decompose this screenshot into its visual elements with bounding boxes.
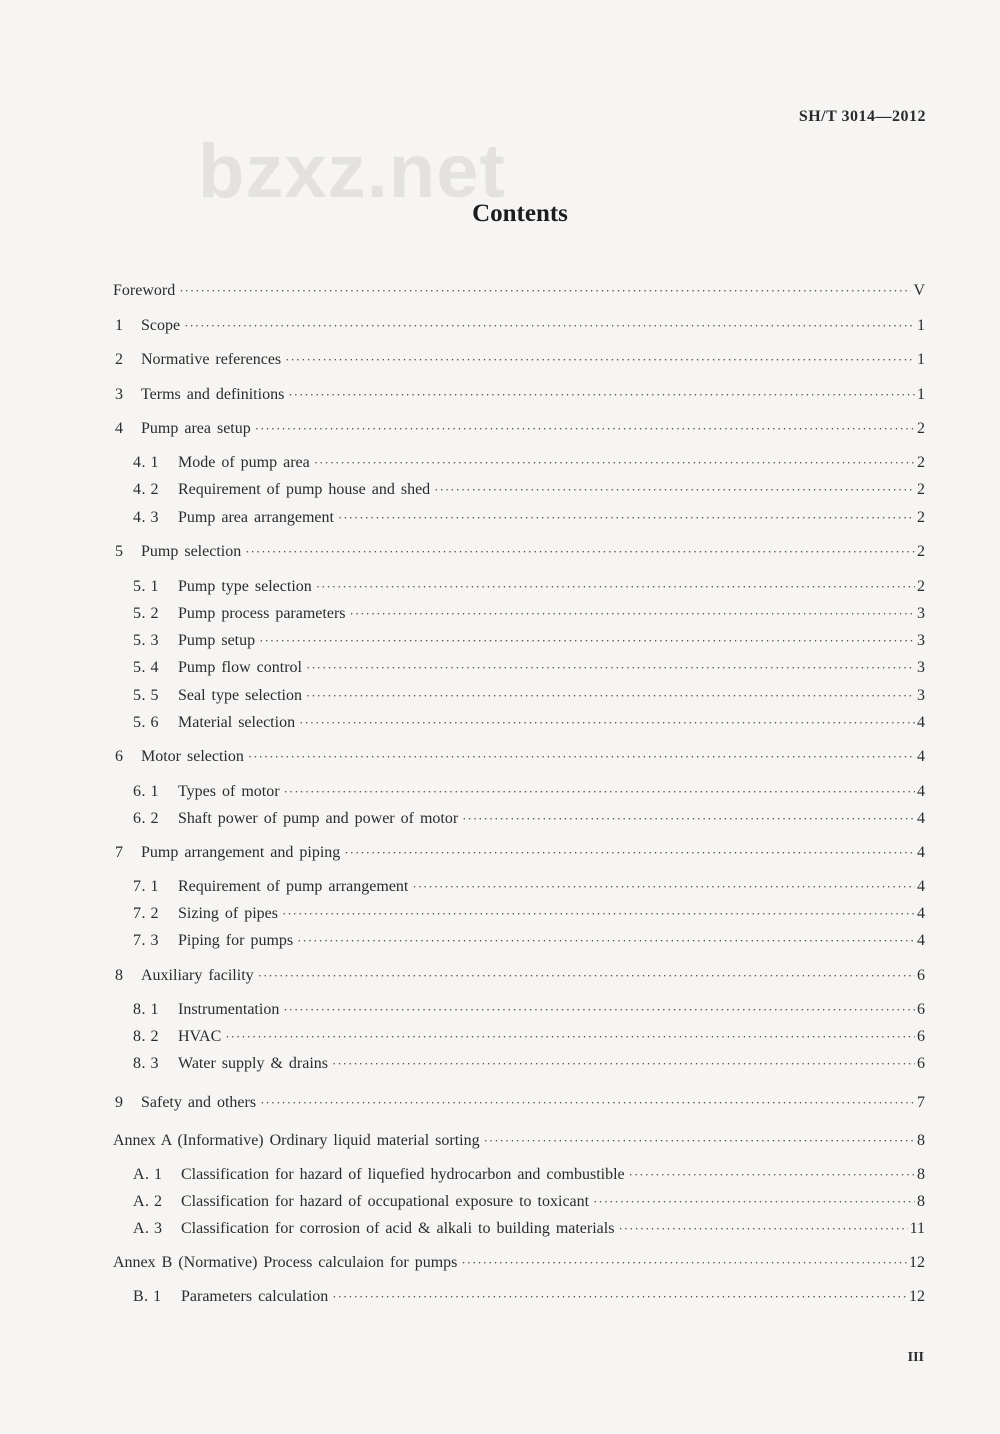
toc-entry[interactable] — [133, 999, 925, 1021]
dot-leader — [618, 1218, 907, 1240]
toc-entry-page: 8 — [917, 1193, 925, 1210]
toc-entry[interactable] — [115, 965, 925, 987]
toc-entry[interactable] — [113, 280, 925, 302]
toc-entry[interactable] — [133, 603, 925, 625]
dot-leader — [314, 452, 915, 474]
toc-entry-page: 3 — [917, 659, 925, 676]
toc-entry[interactable] — [133, 808, 925, 830]
toc-entry-number: 7. 2 — [133, 905, 159, 922]
dot-leader — [338, 507, 915, 529]
toc-entry-page: 6 — [917, 967, 925, 984]
toc-entry[interactable] — [133, 1026, 925, 1048]
dot-leader — [462, 808, 915, 830]
toc-entry-page: 1 — [917, 386, 925, 403]
toc-entry[interactable] — [133, 930, 925, 952]
toc-entry-number: A. 2 — [133, 1193, 163, 1210]
toc-entry[interactable] — [113, 1252, 925, 1274]
dot-leader — [306, 657, 915, 679]
toc-entry-page: 12 — [909, 1288, 925, 1305]
toc-entry-number: 5. 6 — [133, 714, 159, 731]
toc-entry-number: 4. 3 — [133, 509, 159, 526]
toc-entry[interactable] — [133, 657, 925, 679]
toc-entry[interactable] — [133, 781, 925, 803]
toc-entry-label: Piping for pumps — [178, 932, 294, 949]
toc-entry-page: 6 — [917, 1028, 925, 1045]
toc-entry-page: 4 — [917, 783, 925, 800]
toc-entry-number: 4 — [115, 420, 124, 437]
toc-entry-number: 6 — [115, 748, 124, 765]
toc-entry-label: Classification for hazard of liquefied hydrocarbon and combustible — [181, 1166, 625, 1183]
toc-entry[interactable] — [115, 842, 925, 864]
dot-leader — [259, 630, 915, 652]
toc-entry[interactable] — [133, 1218, 925, 1240]
toc-entry-page: 2 — [917, 481, 925, 498]
toc-entry-page: 6 — [917, 1001, 925, 1018]
toc-entry-number: 5 — [115, 543, 124, 560]
toc-entry-page: 2 — [917, 454, 925, 471]
toc-entry-page: 12 — [909, 1254, 925, 1271]
toc-entry-number: B. 1 — [133, 1288, 162, 1305]
toc-entry-label: Annex A (Informative) Ordinary liquid material sorting — [113, 1132, 480, 1149]
toc-entry[interactable] — [133, 479, 925, 501]
toc-entry-page: 4 — [917, 714, 925, 731]
toc-entry[interactable] — [115, 384, 925, 406]
toc-entry-label: HVAC — [178, 1028, 222, 1045]
dot-leader — [316, 576, 915, 598]
toc-entry-number: 7. 3 — [133, 932, 159, 949]
toc-entry-page: V — [913, 282, 925, 299]
toc-entry-page: 4 — [917, 905, 925, 922]
toc-entry[interactable] — [133, 507, 925, 529]
toc-entry-number: 5. 1 — [133, 578, 159, 595]
toc-entry-page: 6 — [917, 1055, 925, 1072]
toc-entry-number: 4. 1 — [133, 454, 159, 471]
dot-leader — [299, 712, 915, 734]
dot-leader — [484, 1130, 915, 1152]
toc-entry-page: 8 — [917, 1132, 925, 1149]
toc-entry-label: Types of motor — [178, 783, 280, 800]
toc-entry[interactable] — [133, 576, 925, 598]
dot-leader — [184, 315, 915, 337]
toc-entry[interactable] — [115, 746, 925, 768]
dot-leader — [332, 1053, 915, 1075]
toc-entry-number: 2 — [115, 351, 124, 368]
toc-entry[interactable] — [115, 541, 925, 563]
toc-entry-label: Scope — [141, 317, 181, 334]
toc-entry-page: 4 — [917, 844, 925, 861]
dot-leader — [344, 842, 915, 864]
dot-leader — [285, 349, 915, 371]
toc-entry[interactable] — [133, 903, 925, 925]
toc-entry-page: 2 — [917, 543, 925, 560]
toc-entry-page: 11 — [909, 1220, 925, 1237]
toc-entry-label: Water supply & drains — [178, 1055, 329, 1072]
toc-entry-label: Requirement of pump house and shed — [178, 481, 431, 498]
toc-entry-number: 6. 1 — [133, 783, 159, 800]
toc-entry-number: 8. 1 — [133, 1001, 159, 1018]
watermark: bzxz.net — [198, 129, 506, 214]
toc-entry-page: 4 — [917, 932, 925, 949]
toc-entry-number: 1 — [115, 317, 124, 334]
toc-entry-label: Pump setup — [178, 632, 256, 649]
toc-entry-page: 2 — [917, 420, 925, 437]
toc-entry-number: 5. 2 — [133, 605, 159, 622]
toc-entry-label: Pump area setup — [141, 420, 251, 437]
toc-entry-label: Sizing of pipes — [178, 905, 278, 922]
toc-entry-number: 5. 4 — [133, 659, 159, 676]
toc-entry-label: Mode of pump area — [178, 454, 310, 471]
dot-leader — [350, 603, 915, 625]
toc-entry-label: Material selection — [178, 714, 296, 731]
toc-entry-page: 4 — [917, 748, 925, 765]
toc-entry-number: 6. 2 — [133, 810, 159, 827]
toc-entry-number: 8. 2 — [133, 1028, 159, 1045]
toc-entry[interactable] — [115, 349, 925, 371]
toc-entry[interactable] — [115, 418, 925, 440]
toc-entry-label: Pump flow control — [178, 659, 302, 676]
toc-entry[interactable] — [133, 712, 925, 734]
toc-entry-label: Pump process parameters — [178, 605, 346, 622]
dot-leader — [248, 746, 915, 768]
toc-entry-label: Instrumentation — [178, 1001, 280, 1018]
toc-entry[interactable] — [133, 1191, 925, 1213]
dot-leader — [412, 876, 915, 898]
dot-leader — [434, 479, 915, 501]
toc-entry-number: 4. 2 — [133, 481, 159, 498]
toc-entry-label: Parameters calculation — [181, 1288, 329, 1305]
page-title: Contents — [472, 200, 568, 227]
toc-entry-label: Safety and others — [141, 1094, 257, 1111]
toc-entry-label: Pump selection — [141, 543, 242, 560]
toc-entry-page: 4 — [917, 810, 925, 827]
toc-entry-label: Terms and definitions — [141, 386, 285, 403]
toc-entry[interactable] — [113, 1130, 925, 1152]
toc-entry-label: Pump arrangement and piping — [141, 844, 341, 861]
document-code: SH/T 3014—2012 — [798, 108, 926, 125]
toc-entry-page: 3 — [917, 605, 925, 622]
dot-leader — [225, 1026, 915, 1048]
toc-entry-label: Normative references — [141, 351, 282, 368]
dot-leader — [461, 1252, 907, 1274]
dot-leader — [282, 903, 915, 925]
toc-entry[interactable] — [133, 1164, 925, 1186]
toc-entry[interactable] — [133, 630, 925, 652]
page-number: III — [907, 1350, 924, 1365]
dot-leader — [297, 930, 915, 952]
dot-leader — [306, 685, 915, 707]
toc-entry-number: 8. 3 — [133, 1055, 159, 1072]
toc-entry-label: Auxiliary facility — [141, 967, 254, 984]
toc-entry-label: Seal type selection — [178, 687, 302, 704]
dot-leader — [629, 1164, 915, 1186]
toc-entry-number: 5. 5 — [133, 687, 159, 704]
toc-entry-page: 4 — [917, 878, 925, 895]
toc-entry[interactable] — [133, 1286, 925, 1308]
dot-leader — [179, 280, 911, 302]
toc-entry-page: 7 — [917, 1094, 925, 1111]
toc-entry-number: 8 — [115, 967, 124, 984]
toc-entry-label: Pump type selection — [178, 578, 312, 595]
toc-entry-label: Pump area arrangement — [178, 509, 334, 526]
dot-leader — [283, 999, 915, 1021]
toc-entry[interactable] — [133, 452, 925, 474]
dot-leader — [332, 1286, 907, 1308]
dot-leader — [593, 1191, 915, 1213]
toc-entry-number: 9 — [115, 1094, 124, 1111]
toc-entry-number: A. 1 — [133, 1166, 163, 1183]
toc-entry[interactable] — [133, 685, 925, 707]
toc-entry-page: 3 — [917, 632, 925, 649]
toc-entry[interactable] — [115, 315, 925, 337]
toc-entry-page: 1 — [917, 317, 925, 334]
dot-leader — [258, 965, 915, 987]
toc-entry[interactable] — [115, 1092, 925, 1114]
toc-entry-number: 7. 1 — [133, 878, 159, 895]
toc-entry[interactable] — [133, 876, 925, 898]
toc-entry-page: 1 — [917, 351, 925, 368]
toc-entry-label: Foreword — [113, 282, 176, 299]
toc-entry-number: 5. 3 — [133, 632, 159, 649]
dot-leader — [260, 1092, 915, 1114]
dot-leader — [284, 781, 915, 803]
toc-entry-page: 8 — [917, 1166, 925, 1183]
toc-entry-number: 3 — [115, 386, 124, 403]
toc-entry-label: Classification for corrosion of acid & alkali to building materials — [181, 1220, 615, 1237]
toc-entry-page: 2 — [917, 578, 925, 595]
toc-entry-page: 3 — [917, 687, 925, 704]
toc-entry-label: Requirement of pump arrangement — [178, 878, 409, 895]
toc-entry-label: Motor selection — [141, 748, 244, 765]
toc-entry-number: 7 — [115, 844, 124, 861]
toc-entry-label: Annex B (Normative) Process calculaion for pumps — [113, 1254, 458, 1271]
toc-entry-label: Classification for hazard of occupational exposure to toxicant — [181, 1193, 590, 1210]
dot-leader — [255, 418, 915, 440]
toc-entry-label: Shaft power of pump and power of motor — [178, 810, 459, 827]
dot-leader — [245, 541, 915, 563]
dot-leader — [288, 384, 915, 406]
toc-entry-page: 2 — [917, 509, 925, 526]
toc-entry-number: A. 3 — [133, 1220, 163, 1237]
toc-entry[interactable] — [133, 1053, 925, 1075]
